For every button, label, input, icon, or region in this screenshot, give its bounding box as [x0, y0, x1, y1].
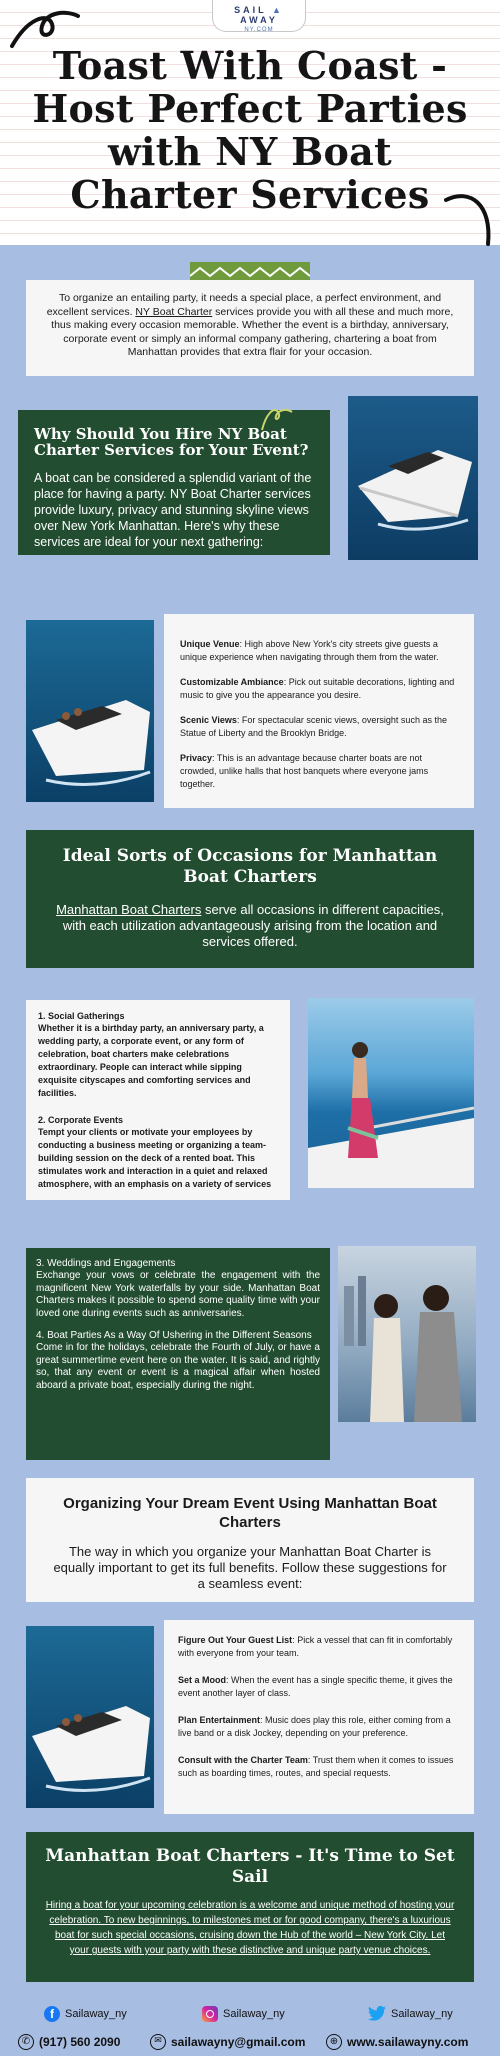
features-panel [164, 614, 474, 808]
woman-on-boat-photo [308, 998, 474, 1188]
occasion-item [36, 1330, 320, 1392]
facebook-link[interactable] [44, 2006, 127, 2022]
logo-text-sail: SAIL [234, 5, 267, 15]
sail-icon: ▲ [271, 5, 284, 15]
facebook-handle: Sailaway_ny [65, 2008, 127, 2020]
facebook-icon: f [44, 2006, 60, 2022]
email-icon: ✉ [150, 2034, 166, 2050]
organizing-panel [26, 1478, 474, 1602]
closing-heading: Manhattan Boat Charters - It's Time to Set Sail [45, 1846, 455, 1887]
feature-text: : For spectacular scenic views, oversight such as the Statue of Liberty and the Brooklyn Bridge. [180, 715, 447, 738]
occasions-panel-2 [26, 1248, 330, 1460]
feature-label: Customizable Ambiance [180, 677, 284, 687]
instagram-link[interactable] [202, 2006, 285, 2022]
occasions-panel-1 [26, 1000, 290, 1200]
email-contact[interactable] [150, 2034, 305, 2050]
squiggle-decoration-icon [260, 404, 294, 432]
feature-text: : Pick out suitable decorations, lighting and music to give you the appearance you desire. [180, 677, 455, 700]
logo-domain: NY.COM [244, 27, 274, 33]
page-title: Toast With Coast - Host Perfect Parties with NY Boat Charter Services [32, 43, 468, 217]
website-contact[interactable] [326, 2034, 468, 2050]
tip-text: : Music does play this role, either coming from a live band or a disk Jockey, depending on your preference. [178, 1715, 451, 1738]
feature-text: : This is an advantage because charter boats are not crowded, unlike halls that host banquets where everyone jams together. [180, 753, 429, 789]
hero-section [0, 0, 500, 245]
why-heading: Why Should You Hire NY Boat Charter Services for Your Event? [34, 425, 309, 459]
occasion-item [36, 1258, 320, 1320]
phone-number: (917) 560 2090 [39, 2035, 121, 2049]
ideal-body: serve all occasions in different capacities, with each utilization advantageously arising from the location and services offered. [62, 902, 444, 949]
occasion-text: Exchange your vows or celebrate the engagement with the magnificent New York waterfalls by your side. Manhattan Boat Charters makes it possible to spend some quality time with your loved one during events such as anniversaries. [36, 1270, 320, 1319]
intro-pre: To organize an entailing party, it needs a special place, a perfect environment, and excellent services. [46, 292, 442, 318]
tip-item [178, 1754, 458, 1780]
yacht-deck-photo-2 [26, 1626, 154, 1808]
occasion-text: Come in for the holidays, celebrate the Fourth of July, or have a great summertime event here on the water. It is said, and rightly so, that any event or event is a magical affair when hosted aboard a private boat, especially during the night. [36, 1342, 320, 1391]
twitter-link[interactable] [368, 2006, 453, 2021]
organizing-heading: Organizing Your Dream Event Using Manhattan Boat Charters [63, 1495, 437, 1531]
zigzag-decoration-icon [190, 262, 310, 282]
why-body: A boat can be considered a splendid variant of the place for having a party. NY Boat Charter services provide luxury, privacy and stunning skyline views over New York Manhattan. Here's why these services are ideal for your next gathering: [34, 471, 312, 549]
occasion-item [38, 1010, 278, 1100]
phone-contact[interactable] [18, 2034, 120, 2050]
ideal-occasions-panel [26, 830, 474, 968]
feature-label: Privacy [180, 753, 213, 763]
ny-boat-charter-link[interactable]: NY Boat Charter [135, 305, 213, 318]
website-url: www.sailawayny.com [347, 2035, 469, 2049]
manhattan-boat-charters-link[interactable]: Manhattan Boat Charters [56, 902, 202, 917]
email-address: sailawayny@gmail.com [171, 2035, 306, 2049]
tip-item [178, 1634, 458, 1660]
logo[interactable] [212, 0, 306, 32]
yacht-deck-photo [26, 620, 154, 802]
feature-label: Scenic Views [180, 715, 237, 725]
closing-body[interactable]: Hiring a boat for your upcoming celebration is a welcome and unique method of hosting your celebration. To new beginnings, to milestones met or for good company, there's a luxurious boat for such special occasions, cruising down the Hub of the world – New York City. Let your guests with your party with these distinctive and unique party venue choices. [45, 1900, 455, 1956]
feature-item [180, 714, 456, 740]
organizing-body: The way in which you organize your Manhattan Boat Charter is equally important to get its full benefits. Follow these suggestions for a seamless event: [53, 1544, 447, 1591]
tip-text: : When the event has a single specific theme, it gives the event another layer of class. [178, 1675, 453, 1698]
occasion-text: Tempt your clients or motivate your employees by conducting a business meeting or organizing a team-building session on the deck of a rented boat. This stimulates work and interaction in a quiet and relaxed atmosphere, with an emphasis on a variety of services [38, 1127, 272, 1189]
tip-text: : Pick a vessel that can fit in comfortably with everyone from your team. [178, 1635, 453, 1658]
tip-label: Set a Mood [178, 1675, 227, 1685]
tip-item [178, 1714, 458, 1740]
intro-panel [26, 280, 474, 376]
yacht-photo [348, 396, 478, 560]
tip-label: Figure Out Your Guest List [178, 1635, 293, 1645]
feature-item [180, 676, 456, 702]
occasion-item [38, 1114, 278, 1191]
feature-label: Unique Venue [180, 639, 240, 649]
phone-icon: ✆ [18, 2034, 34, 2050]
occasion-title: 1. Social Gatherings [38, 1011, 125, 1021]
feature-item [180, 752, 456, 791]
ideal-heading: Ideal Sorts of Occasions for Manhattan Boat Charters [62, 846, 438, 887]
feature-item [180, 638, 456, 664]
closing-panel [26, 1832, 474, 1982]
tip-item [178, 1674, 458, 1700]
occasion-title: 4. Boat Parties As a Way Of Ushering in the Different Seasons [36, 1330, 312, 1341]
feature-text: : High above New York's city streets give guests a unique experience when navigating through them from the water. [180, 639, 439, 662]
instagram-icon [202, 2006, 218, 2022]
tips-panel [164, 1620, 474, 1814]
tip-text: : Trust them when it comes to issues such as boarding times, routes, and special requests. [178, 1755, 454, 1778]
twitter-icon [368, 2006, 386, 2021]
tip-label: Consult with the Charter Team [178, 1755, 308, 1765]
occasion-title: 3. Weddings and Engagements [36, 1258, 176, 1269]
tip-label: Plan Entertainment [178, 1715, 261, 1725]
globe-icon: ⊕ [326, 2034, 342, 2050]
twitter-handle: Sailaway_ny [391, 2007, 453, 2020]
occasion-text: Whether it is a birthday party, an anniversary party, a wedding party, a corporate event, or any form of celebration, boat charters make celebrations extraordinary. People can interact while sipping exquisite cityscapes and comforting services and facilities. [38, 1023, 264, 1098]
intro-text [40, 292, 460, 360]
occasion-title: 2. Corporate Events [38, 1115, 124, 1125]
intro-post: services provide you with all these and much more, thus making every occasion memorable. Whether the event is a birthday, anniversary, corporate event or simply an informal company gathering, chartering a boat from Manhattan provides that extra flair for your occasion. [51, 305, 454, 358]
logo-text-away: AWAY [240, 15, 278, 25]
engagement-photo [338, 1246, 476, 1422]
instagram-handle: Sailaway_ny [223, 2008, 285, 2020]
